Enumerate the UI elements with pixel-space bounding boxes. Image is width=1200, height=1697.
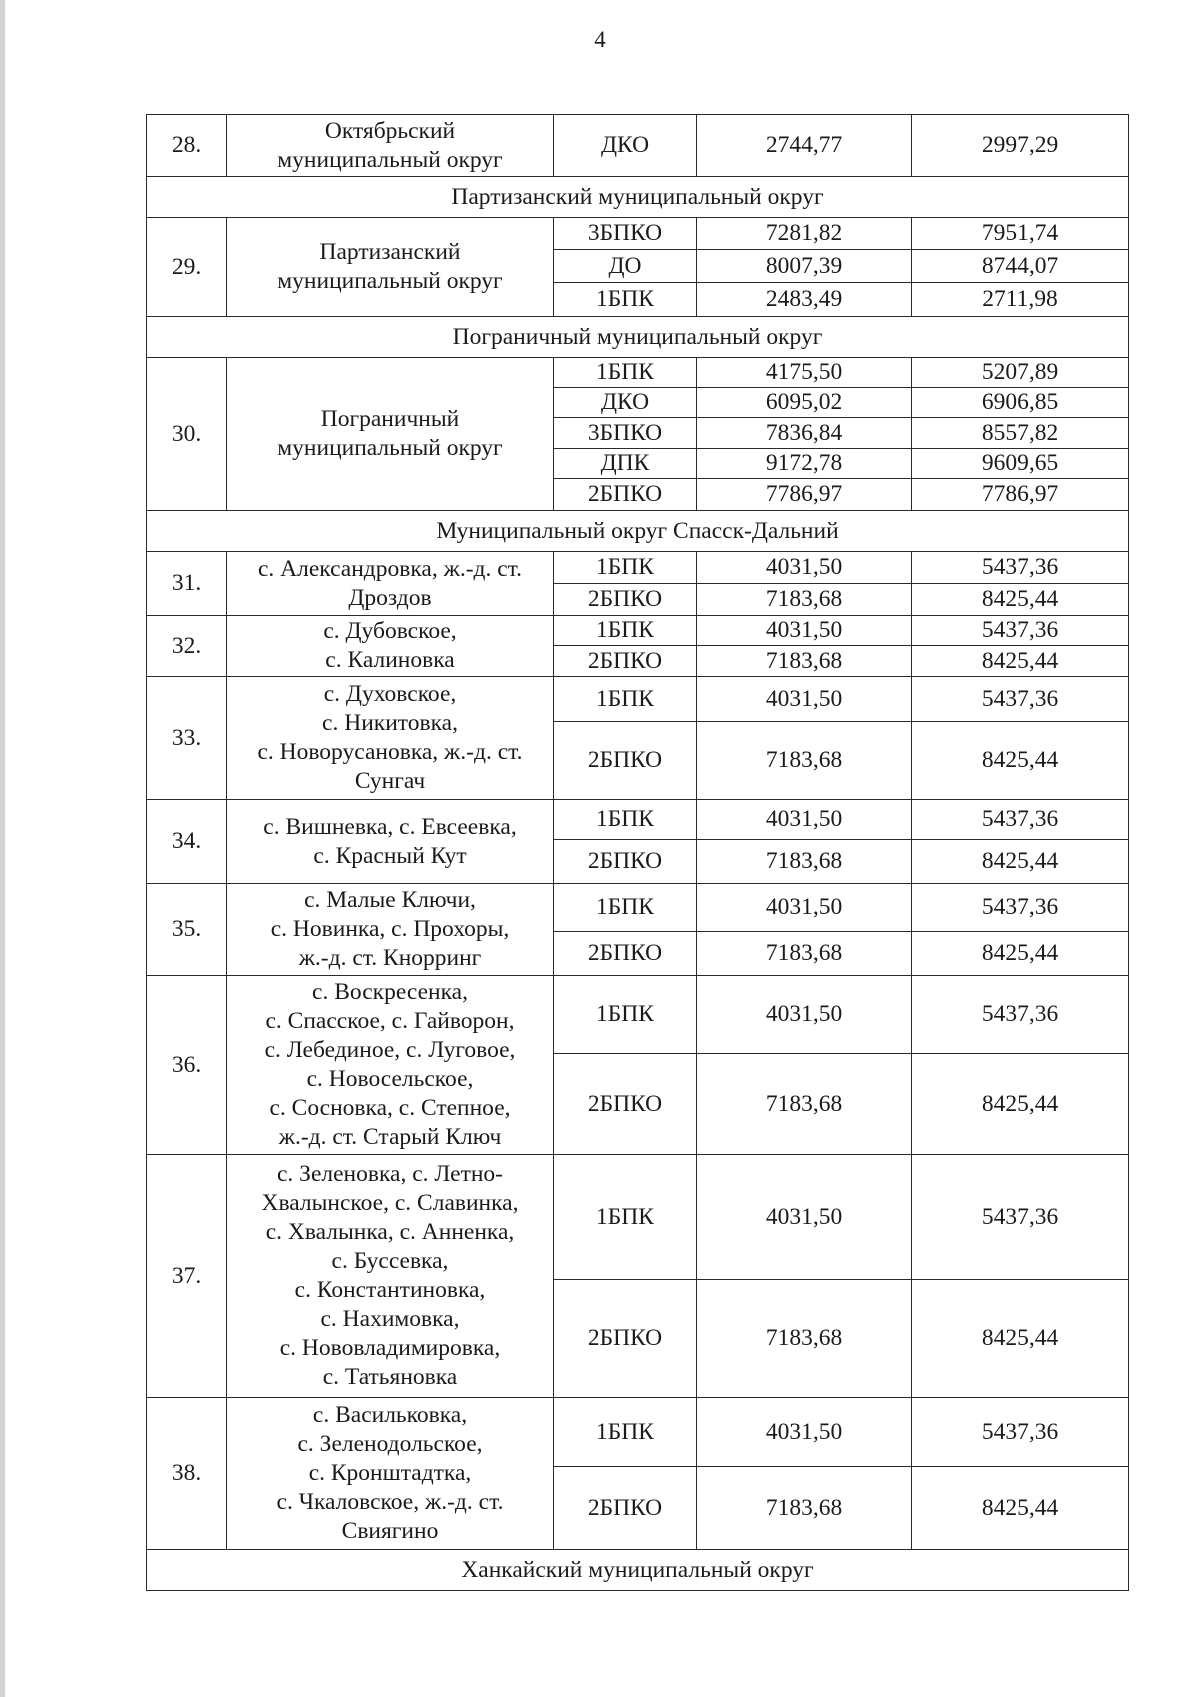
- tariff-code: 2БПКО: [554, 584, 697, 616]
- tariff-code: 1БПК: [554, 1398, 697, 1467]
- location-cell: [227, 1398, 554, 1550]
- tariff-code: 1БПК: [554, 976, 697, 1054]
- row-number: 36.: [147, 976, 227, 1155]
- location-line: с. Малые Ключи,: [304, 887, 476, 913]
- location-line: ж.-д. ст. Старый Ключ: [278, 1124, 502, 1150]
- value-1: 4175,50: [697, 358, 912, 388]
- location-line: с. Лебединое, с. Луговое,: [264, 1037, 516, 1063]
- tariff-code: 2БПКО: [554, 1467, 697, 1550]
- value-2: 8425,44: [912, 1054, 1129, 1155]
- value-2: 5207,89: [912, 358, 1129, 388]
- value-2: 5437,36: [912, 616, 1129, 646]
- location-line: с. Нахимовка,: [320, 1306, 460, 1332]
- tariff-code: 1БПК: [554, 677, 697, 722]
- table-row: [147, 976, 1129, 1054]
- location-cell: [227, 884, 554, 976]
- location-line: с. Константиновка,: [294, 1277, 486, 1303]
- location-line: с. Новорусановка, ж.-д. ст.: [257, 739, 523, 765]
- value-1: 7786,97: [697, 479, 912, 511]
- value-2: 8425,44: [912, 932, 1129, 976]
- location-line: с. Зеленодольское,: [297, 1431, 483, 1457]
- location-line: с. Нововладимировка,: [279, 1335, 501, 1361]
- location-line: с. Никитовка,: [322, 710, 458, 736]
- value-1: 4031,50: [697, 552, 912, 584]
- location-line: с. Зеленовка, с. Летно-: [276, 1161, 503, 1187]
- tariff-code: 2БПКО: [554, 932, 697, 976]
- location-line: с. Красный Кут: [313, 842, 467, 869]
- location-line: с. Спасское, с. Гайворон,: [265, 1008, 515, 1034]
- tariff-code: 1БПК: [554, 358, 697, 388]
- value-2: 8425,44: [912, 1280, 1129, 1398]
- location-line: с. Дубовское,: [323, 618, 457, 644]
- tariff-code: 1БПК: [554, 884, 697, 932]
- value-1: 6095,02: [697, 388, 912, 418]
- section-title: Муниципальный округ Спасск-Дальний: [147, 511, 1129, 552]
- value-1: 2483,49: [697, 283, 912, 317]
- value-2: 5437,36: [912, 800, 1129, 840]
- value-2: 5437,36: [912, 976, 1129, 1054]
- value-2: 8425,44: [912, 722, 1129, 800]
- location-line: Партизанский: [319, 239, 461, 265]
- location-line: с. Новинка, с. Прохоры,: [270, 916, 510, 942]
- value-1: 2744,77: [697, 115, 912, 177]
- value-1: 7183,68: [697, 1054, 912, 1155]
- section-row: [147, 317, 1129, 358]
- location-line: Хвалынское, с. Славинка,: [261, 1190, 519, 1216]
- value-2: 9609,65: [912, 449, 1129, 479]
- value-1: 7183,68: [697, 932, 912, 976]
- tariff-code: 2БПКО: [554, 1280, 697, 1398]
- row-number: 28.: [147, 115, 227, 177]
- table-row: [147, 115, 1129, 177]
- tariff-code: 1БПК: [554, 283, 697, 317]
- tariff-code: 2БПКО: [554, 646, 697, 677]
- value-1: 4031,50: [697, 677, 912, 722]
- table-row: [147, 358, 1129, 388]
- value-2: 2997,29: [912, 115, 1129, 177]
- tariff-code: 1БПК: [554, 616, 697, 646]
- tariff-code: ДКО: [554, 388, 697, 418]
- value-2: 8425,44: [912, 584, 1129, 616]
- table-row: [147, 218, 1129, 250]
- location-line: с. Васильковка,: [312, 1402, 468, 1428]
- table-row: [147, 884, 1129, 932]
- value-1: 7183,68: [697, 584, 912, 616]
- location-line: с. Новосельское,: [306, 1066, 474, 1092]
- value-1: 4031,50: [697, 800, 912, 840]
- value-1: 4031,50: [697, 1398, 912, 1467]
- tariff-code: 1БПК: [554, 1155, 697, 1280]
- location-line: муниципальный округ: [277, 268, 503, 294]
- row-number: 31.: [147, 552, 227, 616]
- value-2: 7786,97: [912, 479, 1129, 511]
- tariff-table: [146, 114, 1129, 1591]
- location-line: с. Буссевка,: [331, 1248, 449, 1274]
- table-row: [147, 677, 1129, 722]
- value-1: 8007,39: [697, 250, 912, 283]
- scan-left-edge: [0, 0, 5, 1697]
- tariff-code: 1БПК: [554, 552, 697, 584]
- value-2: 5437,36: [912, 884, 1129, 932]
- value-2: 5437,36: [912, 677, 1129, 722]
- value-2: 5437,36: [912, 1155, 1129, 1280]
- section-row: [147, 1550, 1129, 1591]
- row-number: 38.: [147, 1398, 227, 1550]
- location-line: Сунгач: [354, 768, 426, 794]
- tariff-code: 2БПКО: [554, 722, 697, 800]
- location-line: с. Воскресенка,: [312, 979, 468, 1005]
- location-line: Дроздов: [348, 584, 432, 611]
- row-number: 29.: [147, 218, 227, 317]
- section-row: [147, 177, 1129, 218]
- location-line: с. Сосновка, с. Степное,: [269, 1095, 511, 1121]
- value-2: 8425,44: [912, 1467, 1129, 1550]
- location-line: с. Калиновка: [325, 647, 455, 673]
- location-cell: [227, 115, 554, 177]
- value-1: 4031,50: [697, 884, 912, 932]
- tariff-code: ДКО: [554, 115, 697, 177]
- location-line: с. Хвалынка, с. Анненка,: [265, 1219, 515, 1245]
- row-number: 37.: [147, 1155, 227, 1398]
- table-row: [147, 800, 1129, 840]
- location-cell: [227, 552, 554, 616]
- value-2: 8557,82: [912, 418, 1129, 449]
- tariff-code: 3БПКО: [554, 418, 697, 449]
- row-number: 33.: [147, 677, 227, 800]
- value-1: 7183,68: [697, 1280, 912, 1398]
- location-cell: [227, 218, 554, 317]
- value-2: 6906,85: [912, 388, 1129, 418]
- table-row: [147, 552, 1129, 584]
- location-cell: [227, 800, 554, 884]
- location-line: с. Вишневка, с. Евсеевка,: [263, 813, 517, 840]
- value-1: 7183,68: [697, 1467, 912, 1550]
- tariff-code: 1БПК: [554, 800, 697, 840]
- location-line: муниципальный округ: [277, 146, 503, 173]
- location-line: Пограничный: [320, 406, 460, 432]
- value-1: 7281,82: [697, 218, 912, 250]
- location-line: с. Духовское,: [323, 681, 457, 707]
- location-line: с. Кронштадтка,: [308, 1460, 472, 1486]
- tariff-code: 2БПКО: [554, 479, 697, 511]
- section-title: Пограничный муниципальный округ: [147, 317, 1129, 358]
- value-1: 4031,50: [697, 1155, 912, 1280]
- value-2: 7951,74: [912, 218, 1129, 250]
- value-2: 8744,07: [912, 250, 1129, 283]
- value-1: 7183,68: [697, 840, 912, 884]
- table-row: [147, 1155, 1129, 1280]
- location-cell: [227, 976, 554, 1155]
- tariff-code: ДПК: [554, 449, 697, 479]
- tariff-code: ДО: [554, 250, 697, 283]
- tariff-code: 2БПКО: [554, 840, 697, 884]
- value-1: 4031,50: [697, 976, 912, 1054]
- value-1: 7183,68: [697, 722, 912, 800]
- value-1: 9172,78: [697, 449, 912, 479]
- row-number: 34.: [147, 800, 227, 884]
- value-2: 5437,36: [912, 552, 1129, 584]
- section-title: Партизанский муниципальный округ: [147, 177, 1129, 218]
- value-1: 7836,84: [697, 418, 912, 449]
- location-line: Октябрьский: [324, 117, 456, 144]
- tariff-code: 2БПКО: [554, 1054, 697, 1155]
- location-line: Свиягино: [341, 1518, 439, 1544]
- table-row: [147, 616, 1129, 646]
- value-2: 5437,36: [912, 1398, 1129, 1467]
- row-number: 32.: [147, 616, 227, 677]
- location-line: с. Чкаловское, ж.-д. ст.: [276, 1489, 504, 1515]
- value-2: 8425,44: [912, 646, 1129, 677]
- location-cell: [227, 677, 554, 800]
- table-row: [147, 1398, 1129, 1467]
- value-2: 2711,98: [912, 283, 1129, 317]
- value-1: 7183,68: [697, 646, 912, 677]
- row-number: 30.: [147, 358, 227, 511]
- location-line: с. Александровка, ж.-д. ст.: [257, 555, 523, 582]
- location-line: ж.-д. ст. Кнорринг: [298, 945, 482, 971]
- location-cell: [227, 1155, 554, 1398]
- location-line: с. Татьяновка: [322, 1364, 458, 1390]
- location-cell: [227, 616, 554, 677]
- location-cell: [227, 358, 554, 511]
- section-title: Ханкайский муниципальный округ: [147, 1550, 1129, 1591]
- value-1: 4031,50: [697, 616, 912, 646]
- tariff-code: 3БПКО: [554, 218, 697, 250]
- section-row: [147, 511, 1129, 552]
- value-2: 8425,44: [912, 840, 1129, 884]
- location-line: муниципальный округ: [277, 435, 503, 461]
- page-number: 4: [594, 27, 606, 52]
- row-number: 35.: [147, 884, 227, 976]
